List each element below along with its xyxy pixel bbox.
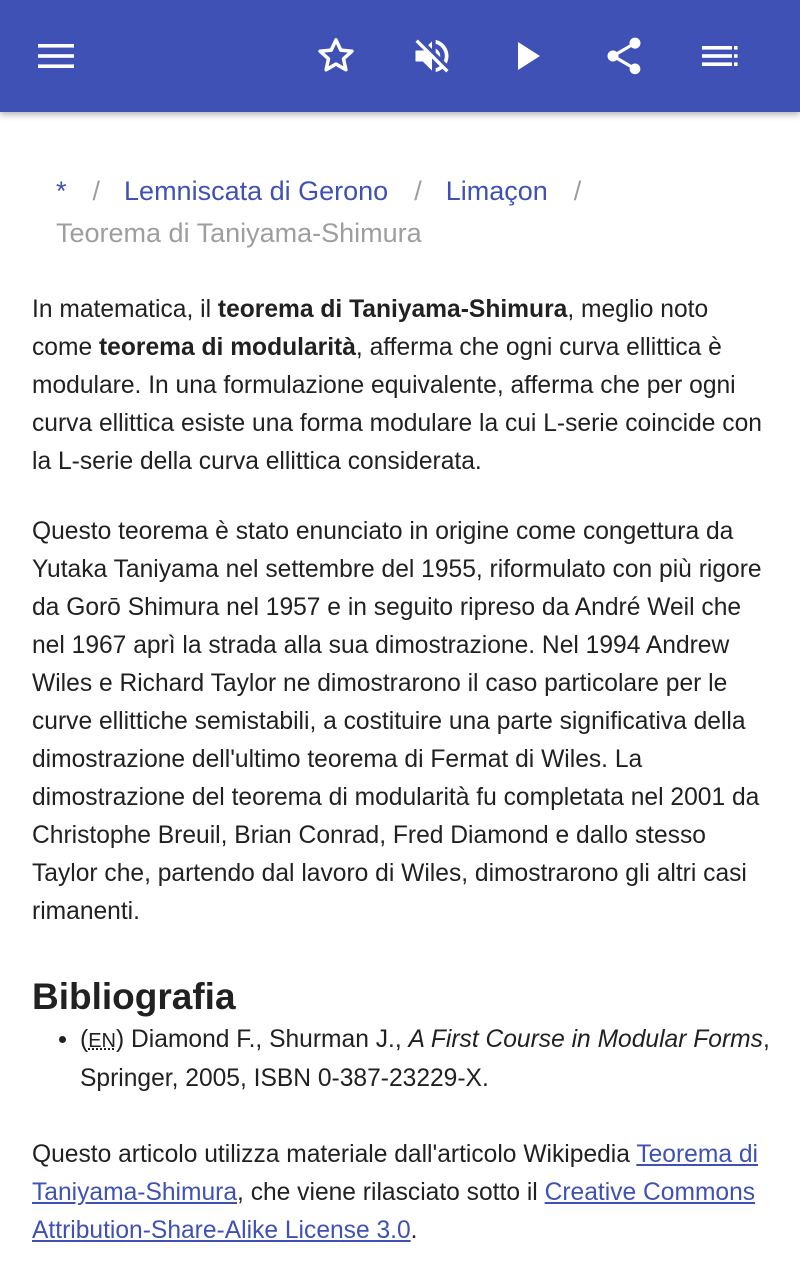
menu-icon <box>36 36 76 76</box>
breadcrumb <box>56 170 772 254</box>
intro-bold-term: teorema di Taniyama-Shimura <box>217 296 568 323</box>
share-icon <box>602 34 646 78</box>
breadcrumb-item-lemniscata[interactable]: Lemniscata di Gerono <box>124 176 389 206</box>
bookmark-button[interactable] <box>304 24 368 88</box>
source-article-link[interactable]: Teorema di Taniyama-Shimura <box>32 1141 758 1206</box>
play-button[interactable] <box>496 24 560 88</box>
intro-text: , meglio noto come <box>32 296 709 361</box>
biblio-title: A First Course in Modular Forms <box>408 1026 763 1053</box>
breadcrumb-separator: / <box>92 176 101 206</box>
volume-off-icon <box>410 34 454 78</box>
breadcrumb-current: Teorema di Taniyama-Shimura <box>56 218 422 248</box>
license-text: Questo articolo utilizza materiale dall'articolo Wikipedia <box>32 1141 637 1168</box>
intro-text: In matematica, il <box>32 296 218 323</box>
star-icon <box>314 34 358 78</box>
breadcrumb-separator: / <box>414 176 422 206</box>
biblio-paren: ( <box>80 1026 89 1053</box>
bibliography-list <box>32 1021 772 1098</box>
article-paragraph-history: Questo teorema è stato enunciato in origine come congettura da Yutaka Taniyama nel settembre del 1955, riformulato con più rigore da Gorō Shimura nel 1957 e in seguito ripreso da André Weil che nel 1967 aprì la strada alla sua dimostrazione. Nel 1994 Andrew Wiles e Richard Taylor ne dimostrarono il caso particolare per le curve ellittiche semistabili, a costituire una parte significativa della dimostrazione dell'ultimo teorema di Fermat di Wiles. La dimostrazione del teorema di modularità fu completata nel 2001 da Christophe Breuil, Brian Conrad, Fred Diamond e dallo stesso Taylor che, partendo dal lavoro di Wiles, dimostrarono gli altri casi rimanenti. <box>32 518 762 925</box>
biblio-details: , Springer, 2005, ISBN 0-387-23229-X. <box>80 1026 770 1092</box>
article-paragraph-intro <box>32 291 772 481</box>
intro-bold-term: teorema di modularità <box>98 334 356 361</box>
playlist-icon <box>700 36 740 76</box>
bibliography-item <box>80 1021 772 1098</box>
biblio-paren: ) <box>116 1026 125 1053</box>
language-tag: EN <box>88 1030 116 1052</box>
article-content <box>32 170 772 1250</box>
share-button[interactable] <box>592 24 656 88</box>
app-toolbar <box>0 0 800 112</box>
mute-button[interactable] <box>400 24 464 88</box>
breadcrumb-separator: / <box>573 176 582 206</box>
section-heading-bibliografia: Bibliografia <box>32 976 236 1017</box>
license-text: . <box>410 1217 418 1244</box>
license-link[interactable]: Creative Commons Attribution-Share-Alike License 3.0 <box>32 1179 756 1244</box>
menu-button[interactable] <box>24 24 88 88</box>
biblio-authors: Diamond F., Shurman J., <box>124 1026 409 1053</box>
license-notice <box>32 1136 772 1250</box>
table-of-contents-button[interactable] <box>688 24 752 88</box>
play-icon <box>508 36 548 76</box>
breadcrumb-item-root[interactable]: * <box>56 176 67 206</box>
intro-text: , afferma che ogni curva ellittica è modulare. In una formulazione equivalente, afferma che per ogni curva ellittica esiste una forma modulare la cui L-serie coincide con la L-serie della curva ellittica considerata. <box>32 334 762 475</box>
license-text: , che viene rilasciato sotto il <box>237 1179 545 1206</box>
breadcrumb-item-limacon[interactable]: Limaçon <box>445 176 548 206</box>
